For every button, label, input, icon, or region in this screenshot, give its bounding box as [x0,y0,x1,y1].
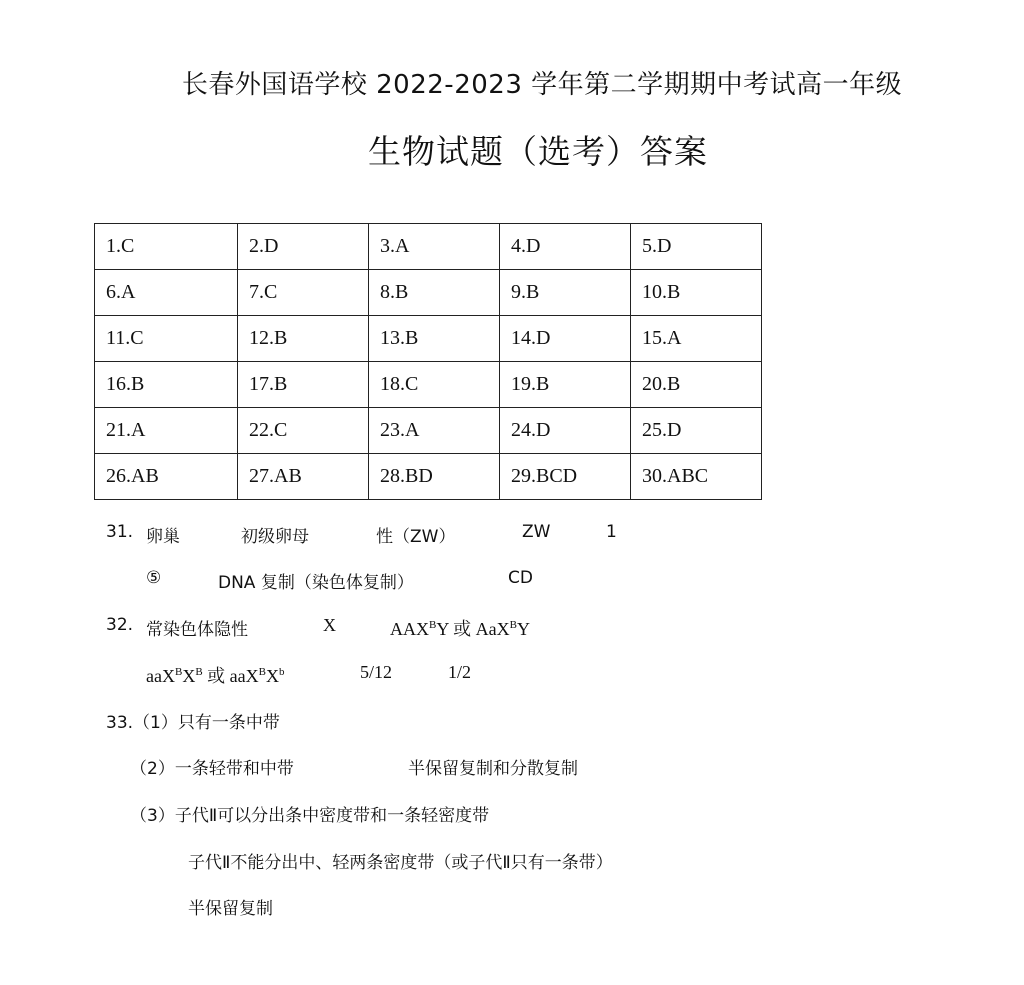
q31-answer-6: ⑤ [146,568,162,588]
answer-cell: 4.D [500,224,631,270]
answer-cell: 14.D [500,316,631,362]
q31-answer-3: 性（ZW） [376,527,456,547]
answer-cell: 6.A [95,270,238,316]
q32-answer-1: 常染色体隐性 [146,620,248,640]
q31-answer-2: 初级卵母 [241,527,309,547]
answer-cell: 30.ABC [631,454,762,500]
q33-answer-2b: 半保留复制和分散复制 [408,759,578,779]
answer-cell: 11.C [95,316,238,362]
q33-answer-2a: （2）一条轻带和中带 [130,759,294,779]
answer-row [95,270,762,316]
q33-line4: 子代Ⅱ不能分出中、轻两条密度带（或子代Ⅱ只有一条带） [188,853,613,873]
q32-number: 32. [106,615,134,635]
q32-answer-3: $AAX^BY$ 或 AaX$^B$Y [390,619,531,639]
q32-answer-6: 1/2 [448,662,472,682]
q32-answer-5: 5/12 [360,662,393,682]
q32-answer-2: X [323,615,336,635]
q31-answer-7: DNA 复制（染色体复制） [218,573,414,593]
q33-line1: 33.（1）只有一条中带 [106,713,280,733]
answer-row [95,316,762,362]
answer-cell: 27.AB [238,454,369,500]
answer-cell: 1.C [95,224,238,270]
answer-cell: 7.C [238,270,369,316]
answer-table [94,223,762,500]
answer-cell: 28.BD [369,454,500,500]
answer-cell: 20.B [631,362,762,408]
answer-cell: 18.C [369,362,500,408]
q31-answer-8: CD [508,568,533,588]
answer-row [95,408,762,454]
q32-answer-4: $aaX^BX^B$ 或 $aaX^BX^b$ [146,666,285,686]
answer-cell: 19.B [500,362,631,408]
q31-answer-1: 卵巢 [146,527,180,547]
answer-cell: 13.B [369,316,500,362]
answer-cell: 25.D [631,408,762,454]
answer-cell: 15.A [631,316,762,362]
answer-cell: 22.C [238,408,369,454]
answer-cell: 5.D [631,224,762,270]
q31-number: 31. [106,522,134,542]
answer-cell: 2.D [238,224,369,270]
answer-cell: 12.B [238,316,369,362]
q33-line3: （3）子代Ⅱ可以分出条中密度带和一条轻密度带 [130,806,490,826]
answer-cell: 17.B [238,362,369,408]
q31-answer-5: 1 [606,522,617,542]
q33-line5: 半保留复制 [188,899,273,919]
answer-row [95,362,762,408]
answer-cell: 3.A [369,224,500,270]
q31-answer-4: ZW [522,522,551,542]
answer-row [95,224,762,270]
answer-cell: 10.B [631,270,762,316]
answer-row [95,454,762,500]
answer-cell: 26.AB [95,454,238,500]
answer-cell: 9.B [500,270,631,316]
answer-cell: 8.B [369,270,500,316]
answer-cell: 21.A [95,408,238,454]
answer-cell: 23.A [369,408,500,454]
document-subtitle: 生物试题（选考）答案 [368,132,708,171]
answer-cell: 16.B [95,362,238,408]
answer-cell: 24.D [500,408,631,454]
document-title: 长春外国语学校 2022-2023 学年第二学期期中考试高一年级 [181,70,903,100]
answer-cell: 29.BCD [500,454,631,500]
